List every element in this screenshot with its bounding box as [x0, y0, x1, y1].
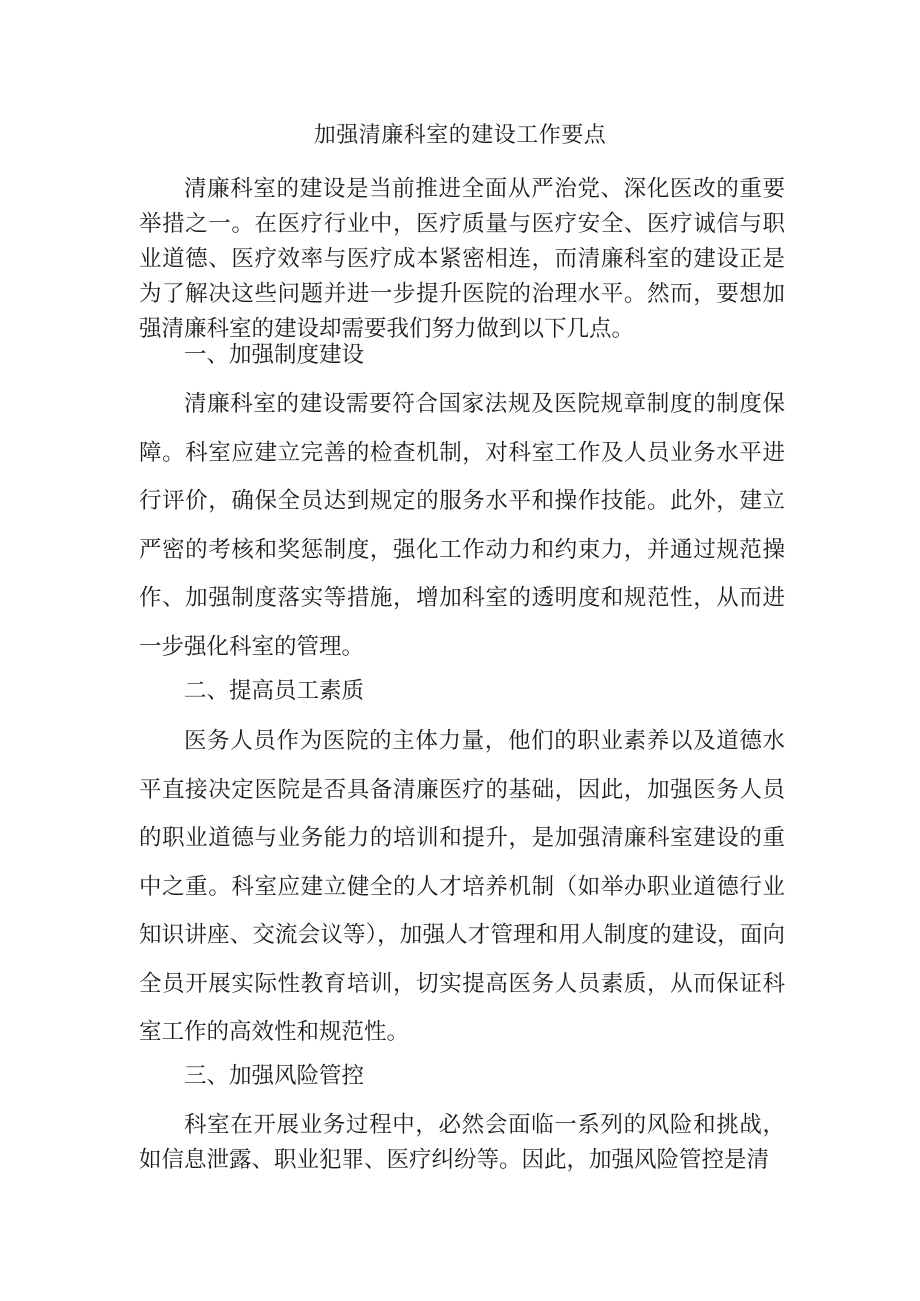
section-3-paragraph: 科室在开展业务过程中，必然会面临一系列的风险和挑战，如信息泄露、职业犯罪、医疗纠纷等。因此，加强风险管控是清	[139, 1112, 785, 1173]
document-title: 加强清廉科室的建设工作要点	[313, 123, 607, 148]
section-1-paragraph: 清廉科室的建设需要符合国家法规及医院规章制度的制度保障。科室应建立完善的检查机制，对科室工作及人员业务水平进行评价，确保全员达到规定的服务水平和操作技能。此外，建立严密的考核和奖惩制度，强化工作动力和约束力，并通过规范操作、加强制度落实等措施，增加科室的透明度和规范性，从而进一步强化科室的管理。	[139, 391, 785, 660]
section-2-paragraph: 医务人员作为医院的主体力量，他们的职业素养以及道德水平直接决定医院是否具备清廉医疗的基础，因此，加强医务人员的职业道德与业务能力的培训和提升，是加强清廉科室建设的重中之重。科室应建立健全的人才培养机制（如举办职业道德行业知识讲座、交流会议等），加强人才管理和用人制度的建设，面向全员开展实际性教育培训，切实提高医务人员素质，从而保证科室工作的高效性和规范性。	[139, 728, 785, 1045]
section-2-heading: 二、提高员工素质	[184, 678, 365, 704]
section-1-heading: 一、加强制度建设	[184, 342, 365, 368]
intro-paragraph: 清廉科室的建设是当前推进全面从严治党、深化医改的重要举措之一。在医疗行业中，医疗质量与医疗安全、医疗诚信与职业道德、医疗效率与医疗成本紧密相连，而清廉科室的建设正是为了解决这些问题并进一步提升医院的治理水平。然而，要想加强清廉科室的建设却需要我们努力做到以下几点。	[139, 176, 785, 342]
section-3-heading: 三、加强风险管控	[184, 1063, 365, 1089]
